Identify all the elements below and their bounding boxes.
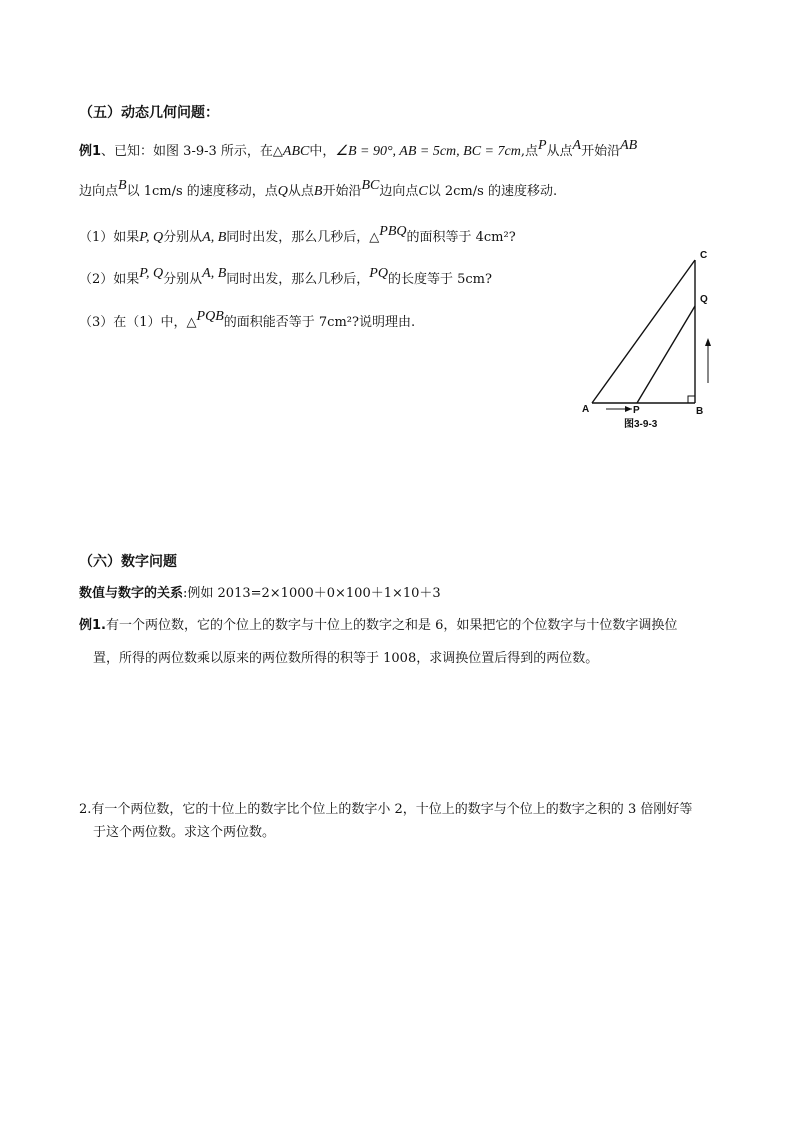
relation-label: 数值与数字的关系 xyxy=(79,586,184,601)
given-conditions: ∠B = 90°, AB = 5cm, BC = 7cm xyxy=(335,144,521,159)
problem-2-line-2: 于这个两位数。求这个两位数。 xyxy=(93,825,276,840)
example-label: 例1 xyxy=(79,144,102,159)
question-3: （3）在（1）中，△PQB的面积能否等于 7cm²?说明理由. xyxy=(79,309,416,330)
example-1-label: 例1. xyxy=(79,618,106,633)
figure-caption: 图3-9-3 xyxy=(624,419,658,430)
label-a: A xyxy=(582,404,590,415)
label-b: B xyxy=(696,406,704,417)
label-p: P xyxy=(633,405,640,416)
segment-pq xyxy=(637,306,695,403)
section-6-example-1-line-2: 置，所得的两位数乘以原来的两位数所得的积等于 1008，求调换位置后得到的两位数。 xyxy=(93,651,599,666)
arrow-head-right xyxy=(625,406,632,412)
arrow-head-up xyxy=(705,338,711,346)
problem-2-line-1: 2.有一个两位数，它的十位上的数字比个位上的数字小 2，十位上的数字与个位上的数字之积的 3 倍刚好等 xyxy=(79,802,693,817)
section-6-heading: （六）数字问题 xyxy=(79,554,177,570)
digit-relation: 数值与数字的关系:例如 2013=2×1000＋0×100＋1×10＋3 xyxy=(79,586,441,601)
right-angle-mark xyxy=(688,396,695,403)
triangle-figure xyxy=(580,246,720,436)
example-1-line-1: 例1、已知：如图 3-9-3 所示，在△ABC中，∠B = 90°, AB = 5cm, BC = 7cm,点P从点A开始沿AB xyxy=(79,138,638,159)
label-c: C xyxy=(700,250,708,261)
question-1: （1）如果P, Q分别从A, B同时出发，那么几秒后，△PBQ的面积等于 4cm²? xyxy=(79,224,516,245)
section-5-heading: （五）动态几何问题： xyxy=(79,105,219,121)
label-q: Q xyxy=(700,294,708,305)
section-6-example-1-line-1: 例1.有一个两位数，它的个位上的数字与十位上的数字之和是 6，如果把它的个位数字与十位数字调换位 xyxy=(79,618,678,633)
question-2: （2）如果P, Q分别从A, B同时出发，那么几秒后，PQ的长度等于 5cm? xyxy=(79,266,492,287)
example-1-line-2: 边向点B以 1cm/s 的速度移动，点Q从点B开始沿BC边向点C以 2cm/s 的速度移动. xyxy=(79,178,558,199)
